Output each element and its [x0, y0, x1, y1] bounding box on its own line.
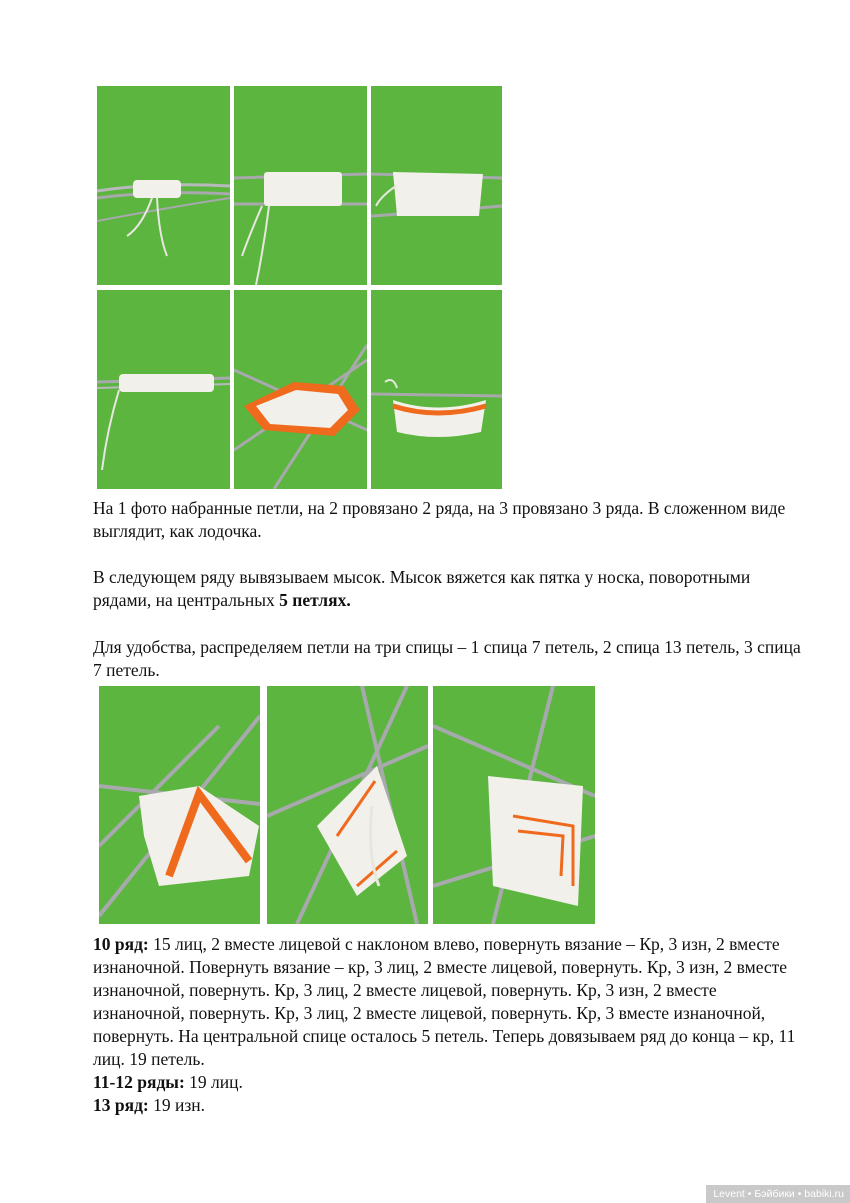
toe-intro-text: В следующем ряду вывязываем мысок. Мысок вяжется как пятка у носка, поворотными рядами, на центральных — [93, 567, 751, 610]
paragraph-row-11-12 — [93, 1071, 803, 1094]
row-13-text: 19 изн. — [148, 1095, 206, 1115]
photo-toe-finished — [433, 686, 595, 924]
photo-toe-start — [99, 686, 260, 924]
paragraph-photo-caption: На 1 фото набранные петли, на 2 провязано 2 ряда, на 3 провязано 3 ряда. В сложенном виде выглядит, как лодочка. — [93, 498, 786, 541]
photo-boat-side — [371, 290, 502, 489]
paragraph-row-10 — [93, 933, 803, 1071]
photo-three-rows — [371, 86, 502, 285]
paragraph-needle-distribution: Для удобства, распределяем петли на три спицы – 1 спица 7 петель, 2 спица 13 петель, 3 спица 7 петель. — [93, 637, 801, 680]
photo-cast-on — [97, 86, 230, 285]
photo-toe-middle — [267, 686, 428, 924]
row-13-label: 13 ряд: — [93, 1095, 149, 1115]
toe-intro-bold: 5 петлях. — [279, 590, 351, 610]
row-10-label: 10 ряд: — [93, 934, 149, 954]
paragraph-row-13 — [93, 1094, 803, 1117]
row-10-text: 15 лиц, 2 вместе лицевой с наклоном влево, повернуть вязание – Кр, 3 изн, 2 вместе изнаночной. Повернуть вязание – кр, 3 лиц, 2 вместе лицевой, повернуть. Кр, 3 изн, 2 вместе изнаночной, повернуть. Кр, 3 лиц, 2 вместе лицевой, повернуть. Кр, 3 изн, 2 вместе изнаночной, повернуть. Кр, 3 лиц, 2 вместе лицевой, повернуть. Кр, 3 вместе изнаночной, повернуть. На центральной спице осталось 5 петель. Теперь довязываем ряд до конца – кр, 11 лиц. 19 петель. — [93, 934, 796, 1069]
photo-boat-orange — [234, 290, 367, 489]
paragraph-toe-intro — [93, 566, 803, 612]
row-11-12-text: 19 лиц. — [184, 1072, 243, 1092]
row-11-12-label: 11-12 ряды: — [93, 1072, 185, 1092]
watermark: Levent • Бэйбики • babiki.ru — [706, 1185, 850, 1203]
photo-boat-flat — [97, 290, 230, 489]
photo-two-rows — [234, 86, 367, 285]
